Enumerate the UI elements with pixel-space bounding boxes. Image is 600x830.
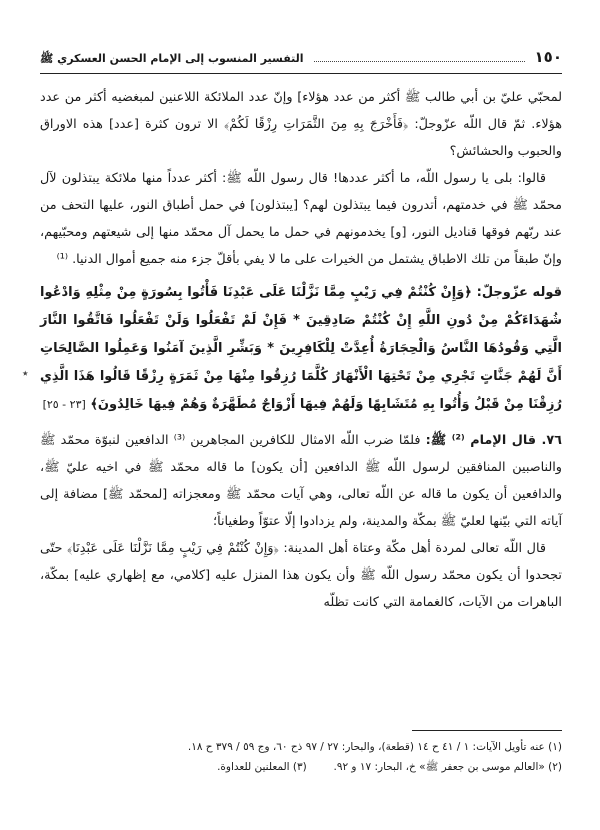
footnote-1: (١) عنه تأويل الآيات: ١ / ٤١ ح ١٤ (قطعة)، والبحار: ٢٧ / ٩٧ ذح ٦٠، وج ٥٩ / ٣٧٩ ح ١٨.	[187, 741, 562, 753]
margin-mark: ٭	[22, 366, 29, 380]
page-number: ١٥٠	[534, 48, 562, 66]
paragraph-3: فلمّا ضرب اللّه الامثال للكافرين المجاهرين ⁽³⁾ الدافعين لنبوّة محمّد ﷺ والناصبين المنافقين لرسول اللّه ﷺ الدافعين [أن يكون] ما قاله محمّد ﷺ في اخيه عليّ ﷺ، والدافعين أن يكون ما قاله عن اللّه تعالى، وهي آيات محمّد ﷺ ومعجزاته [لمحمّد ﷺ] مضافة إلى آياته التي بيّنها لعليّ ﷺ بمكّة والمدينة، ولم يزدادوا إلّا عتوّاً وطغياناً؛	[40, 433, 562, 529]
footnote-rule	[412, 730, 562, 731]
page	[40, 48, 562, 616]
header-dotted-rule	[314, 61, 525, 62]
paragraph-4: قال اللّه تعالى لمردة أهل مكّة وعتاة أهل المدينة: ﴿وَإِنْ كُنْتُمْ فِي رَيْبٍ مِمَّا نَزَّلْنَا عَلَى عَبْدِنَا﴾ حتّى تجحدوا أن يكون محمّد رسول اللّه ﷺ وأن يكون هذا المنزل عليه [كلامي، مع إظهاري عليه] بمكّة، الباهرات من الآيات، كالغمامة التي كانت تظلّه	[40, 541, 562, 610]
paragraph-1: لمحبّي عليّ بن أبي طالب ﷺ أكثر من عدد هؤلاء] وإنّ عدد الملائكة اللاعنين لمبغضيه أكثر من عدد هؤلاء. ثمّ قال اللّه عزّوجلّ: ﴿فَأَخْرَجَ بِهِ مِنَ الثَّمَرَاتِ رِزْقًا لَكُمْ﴾ الا ترون كثرة [عدد] هذه الاوراق والحبوب والحشائش؟	[40, 90, 562, 159]
verse-reference: [٢٣ - ٢٥]	[42, 398, 86, 411]
paragraph-2: قالوا: بلى يا رسول اللّه، ما أكثر عددها! قال رسول اللّه ﷺ: أكثر عدداً منها ملائكة يبتذلون لآل محمّد ﷺ في خدمتهم، أتدرون فيما يبتذلون لهم؟ [يبتذلون] في حمل أطباق النور، عليها التحف من عند ربّهم فوقها قناديل النور، [و] يخدمونهم في حمل ما يحمل آل محمّد منها إلى شيعتهم ومحبّيهم، وإنّ طبقاً من تلك الاطباق يشتمل من الخيرات على ما لا يفي بأقلّ جزء منه جميع أموال الدنيا. ⁽¹⁾	[40, 171, 562, 267]
quran-intro: قوله عزّوجلّ:	[471, 285, 562, 300]
section-label: ٧٦. قال الإمام ⁽²⁾ ﷺ:	[425, 433, 562, 448]
quran-passage	[40, 275, 562, 425]
section-76	[40, 427, 562, 535]
footnote-2: (٢) «العالم موسى بن جعفر ﷺ» خ، البحار: ١٧ و ٩٢.	[333, 761, 562, 773]
page-header	[40, 48, 562, 74]
quran-text: ﴿وَإِنْ كُنْتُمْ فِي رَيْبٍ مِمَّا نَزَّلْنَا عَلَى عَبْدِنَا فَأْتُوا بِسُورَةٍ مِنْ مِثْلِهِ وَادْعُوا شُهَدَاءَكُمْ مِنْ دُونِ اللَّهِ إِنْ كُنْتُمْ صَادِقِينَ * فَإِنْ لَمْ تَفْعَلُوا وَلَنْ تَفْعَلُوا فَاتَّقُوا النَّارَ الَّتِي وَقُودُهَا النَّاسُ وَالْحِجَارَةُ أُعِدَّتْ لِلْكَافِرِينَ * وَبَشِّرِ الَّذِينَ آمَنُوا وَعَمِلُوا الصَّالِحَاتِ أَنَّ لَهُمْ جَنَّاتٍ تَجْرِي مِنْ تَحْتِهَا الْأَنْهَارُ كُلَّمَا رُزِقُوا مِنْهَا مِنْ ثَمَرَةٍ رِزْقًا قَالُوا هَذَا الَّذِي رُزِقْنَا مِنْ قَبْلُ وَأُتُوا بِهِ مُتَشَابِهًا وَلَهُمْ فِيهَا أَزْوَاجٌ مُطَهَّرَةٌ وَهُمْ فِيهَا خَالِدُونَ﴾	[40, 285, 562, 412]
footnote-3: (٣) المعلنين للعداوة.	[217, 761, 307, 773]
footnote-2-3	[40, 757, 562, 777]
running-title: التفسير المنسوب إلى الإمام الحسن العسكري ﷺ	[40, 52, 304, 65]
footnotes	[40, 730, 562, 777]
